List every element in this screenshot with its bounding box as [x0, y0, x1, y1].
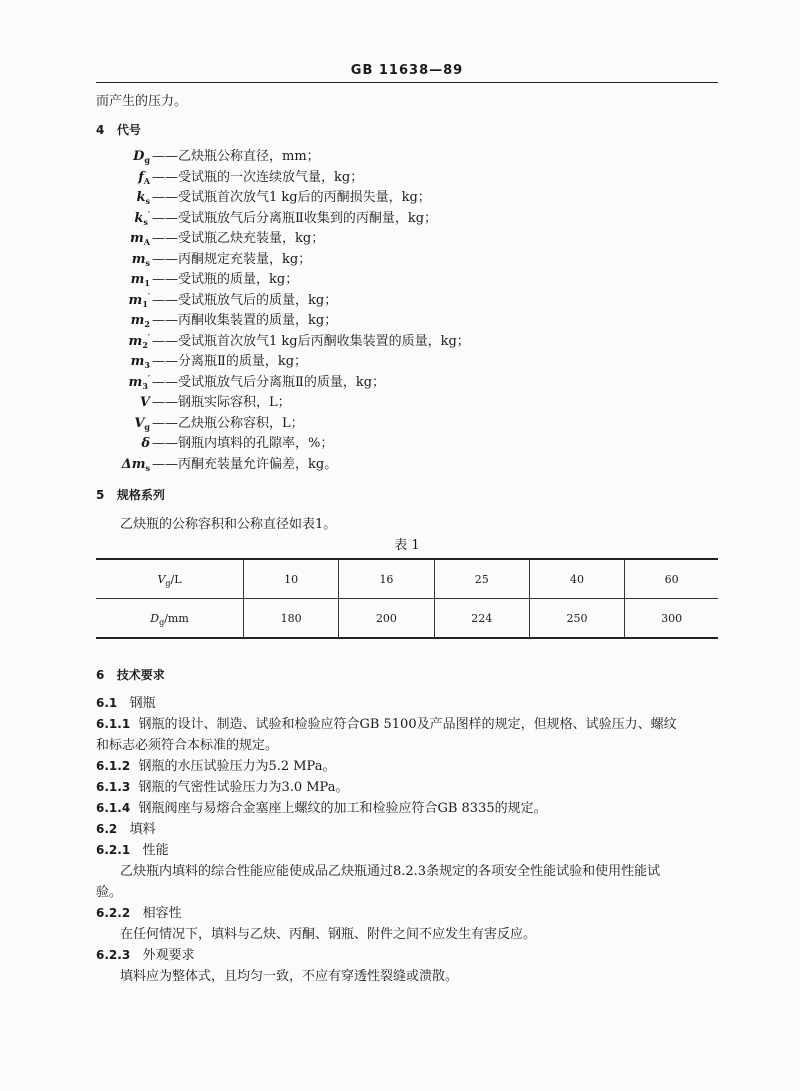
symbol: $m_3$ — [130, 354, 150, 370]
clause-paragraph: 6.1.3 钢瓶的气密性试验压力为3.0 MPa。 — [96, 780, 349, 795]
clause-paragraph: 6.1.1 钢瓶的设计、制造、试验和检验应符合GB 5100及产品图样的规定，但规格、试验压力、螺纹 — [96, 717, 677, 732]
paragraph-text: 和标志必须符合本标准的规定。 — [96, 738, 279, 753]
symbol-description: ——受试瓶的质量，kg； — [152, 272, 299, 287]
table-cell: 16 — [339, 559, 434, 599]
symbol: $m_2'$ — [128, 331, 150, 350]
symbol-row — [96, 332, 718, 353]
symbol: $k_s'$ — [134, 208, 150, 227]
section-heading: 6 技术要求 — [96, 668, 165, 682]
symbol-row — [96, 352, 718, 373]
symbol-description: ——受试瓶乙炔充装量，kg； — [152, 231, 325, 246]
symbol-row — [96, 414, 718, 435]
table-cell: 10 — [244, 559, 339, 599]
table-caption: 表 1 — [394, 538, 420, 553]
symbol-row — [96, 455, 718, 476]
table-row — [96, 599, 718, 639]
row-header: $D_g/mm$ — [150, 611, 189, 627]
paragraph-text: 乙炔瓶内填料的综合性能应能使成品乙炔瓶通过8.2.3条规定的各项安全性能试验和使用性能试 — [120, 864, 661, 879]
clause-paragraph: 6.1.2 钢瓶的水压试验压力为5.2 MPa。 — [96, 759, 336, 774]
symbol-description: ——受试瓶首次放气1 kg后的丙酮损失量，kg； — [152, 190, 431, 205]
table-cell: 25 — [434, 559, 529, 599]
symbol-description: ——受试瓶的一次连续放气量，kg； — [152, 169, 364, 185]
symbol: $k_s$ — [136, 190, 150, 206]
symbol-description: ——受试瓶放气后分离瓶Ⅱ收集到的丙酮量，kg； — [152, 210, 438, 226]
section-heading: 6.1 钢瓶 — [96, 696, 156, 711]
section-heading: 6.2.1 性能 — [96, 843, 169, 858]
symbol-description: ——钢瓶内填料的孔隙率，%； — [152, 436, 334, 451]
table-row — [96, 559, 718, 599]
symbol: $m_2$ — [130, 313, 150, 329]
standard-header: GB 11638—89 — [350, 63, 464, 78]
intro-text: 而产生的压力。 — [96, 94, 188, 109]
symbol-row — [96, 434, 718, 455]
symbol-description: ——乙炔瓶公称容积，L； — [152, 415, 304, 431]
symbol-description: ——受试瓶首次放气1 kg后丙酮收集装置的质量，kg； — [152, 333, 470, 349]
symbol-row — [96, 147, 718, 168]
section-5-text: 乙炔瓶的公称容积和公称直径如表1。 — [120, 517, 337, 532]
table-cell: 250 — [529, 599, 624, 639]
table-cell: 200 — [339, 599, 434, 639]
symbol: $m_1'$ — [128, 290, 150, 309]
symbol: $D_g$ — [133, 149, 150, 165]
symbol-description: ——受试瓶放气后分离瓶Ⅱ的质量，kg； — [152, 374, 386, 390]
section-5-heading: 5 规格系列 — [96, 488, 165, 502]
section-6 — [96, 665, 718, 987]
section-heading: 6.2.2 相容性 — [96, 906, 182, 921]
table-cell: 300 — [625, 599, 718, 639]
paragraph-text: 验。 — [96, 885, 123, 900]
symbol: $m_1$ — [130, 272, 150, 288]
symbol: $f_A$ — [138, 169, 150, 186]
symbol-description: ——钢瓶实际容积，L； — [152, 395, 291, 410]
table-cell: 60 — [625, 559, 718, 599]
section-4-heading: 4 代号 — [96, 123, 141, 137]
symbol-row — [96, 311, 718, 332]
symbol-description: ——乙炔瓶公称直径，mm； — [152, 149, 320, 164]
symbol-description: ——丙酮充装量允许偏差，kg。 — [152, 456, 338, 472]
table-cell: 180 — [244, 599, 339, 639]
table-cell: 40 — [529, 559, 624, 599]
symbol-list — [96, 147, 718, 475]
row-header: $V_g/L$ — [96, 559, 244, 599]
symbol-row — [96, 250, 718, 271]
paragraph-text: 在任何情况下，填料与乙炔、丙酮、钢瓶、附件之间不应发生有害反应。 — [120, 927, 537, 942]
table-cell: 224 — [434, 599, 529, 639]
symbol-row — [96, 188, 718, 209]
symbol: V — [139, 395, 150, 410]
symbol-description: ——丙酮收集装置的质量，kg； — [152, 313, 338, 328]
spec-table — [96, 558, 718, 639]
symbol: δ — [141, 436, 150, 451]
symbol: $m_A$ — [130, 231, 150, 247]
symbol: $\Delta m_s$ — [121, 456, 150, 473]
symbol-row — [96, 229, 718, 250]
clause-paragraph: 6.1.4 钢瓶阀座与易熔合金塞座上螺纹的加工和检验应符合GB 8335的规定。 — [96, 801, 547, 816]
symbol-row — [96, 291, 718, 312]
header-rule — [96, 82, 718, 83]
paragraph-text: 填料应为整体式，且均匀一致，不应有穿透性裂缝或溃散。 — [120, 969, 459, 984]
symbol-row — [96, 270, 718, 291]
symbol-description: ——受试瓶放气后的质量，kg； — [152, 292, 338, 308]
symbol-row — [96, 209, 718, 230]
section-heading: 6.2 填料 — [96, 822, 156, 837]
symbol: $V_g$ — [134, 415, 150, 432]
section-heading: 6.2.3 外观要求 — [96, 948, 195, 963]
symbol-description: ——丙酮规定充装量，kg； — [152, 251, 312, 267]
symbol: $m_s$ — [131, 251, 150, 268]
symbol-row — [96, 373, 718, 394]
symbol-description: ——分离瓶Ⅱ的质量，kg； — [152, 354, 308, 369]
symbol-row — [96, 168, 718, 189]
symbol: $m_3'$ — [128, 372, 150, 391]
symbol-row — [96, 393, 718, 414]
